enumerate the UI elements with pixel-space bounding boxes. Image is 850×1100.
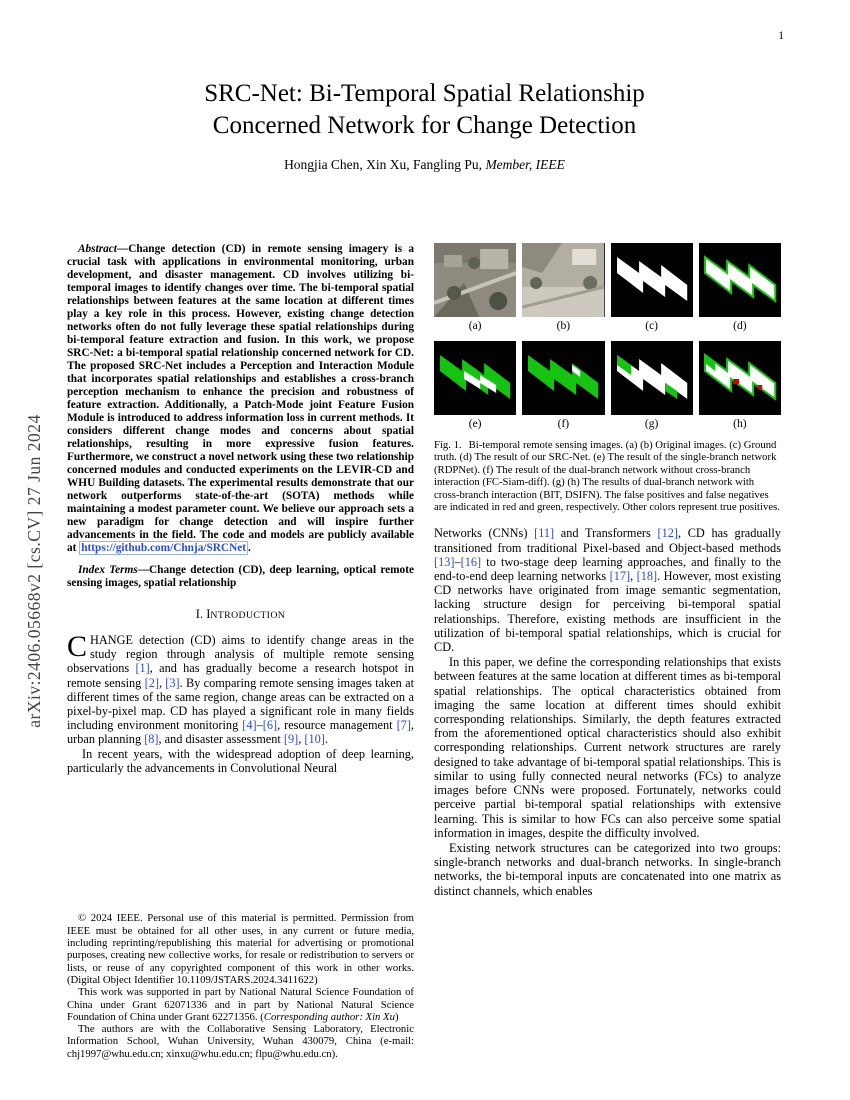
citation-ref[interactable]: [16] — [460, 554, 482, 569]
aerial-photo-icon — [522, 243, 604, 317]
index-terms-text: —Change detection (CD), deep learning, optical remote sensing images, spatial relationship — [67, 564, 414, 589]
authors-line — [67, 157, 782, 173]
citation-ref[interactable]: [12] — [657, 526, 678, 541]
intro-paragraph-1: CHANGE detection (CD) aims to identify change areas in the study region through analysis of multiple remote sensing observations [1], and has gradually become a research hotspot in remote sensing [2], [3]. By comparing remote sensing images taken at different times of the same region, change areas can be extracted on a pixel-by-pixel map. CD has played a significant role in many fields including environment monitoring [4]–[6], resource management [7], urban planning [8], and disaster assessment [9], [10]. — [67, 630, 414, 747]
change-mask-icon — [699, 341, 781, 415]
funding-footnote: This work was supported in part by National Natural Science Foundation of China under Grant 62071336 and in part by National Natural Science Foundation of China under Grant 62271356. (Corresponding author: Xin Xu) — [67, 986, 414, 1023]
citation-ref[interactable]: [6] — [262, 718, 278, 733]
paper-title — [67, 78, 782, 142]
page-number: 1 — [778, 30, 784, 42]
body-paragraph-network-structures: Existing network structures can be categorized into two groups: single-branch networks and dual-branch networks. In single-branch networks, the bi-temporal inputs are concatenated into one matrix as distinct channels, which enables — [434, 840, 781, 898]
change-mask-icon — [699, 243, 781, 317]
title-block — [67, 78, 782, 173]
figure-1 — [434, 243, 781, 513]
figure-caption-label: Fig. 1. — [434, 439, 462, 451]
author-names: Hongjia Chen, Xin Xu, Fangling Pu, — [284, 157, 486, 172]
figure-caption-text: Bi-temporal remote sensing images. (a) (b) Original images. (c) Ground truth. (d) The result of our SRC-Net. (e) The result of the single-branch network (RDPNet). (f) The result of the dual-branch network without cross-branch interaction (FC-Siam-diff). (g) (h) The results of dual-branch network with cross-branch interaction (BIT, DSIFN). The false positives and false negatives are indicated in red and green, respectively. Other colors represent true positives. — [434, 439, 780, 514]
citation-ref[interactable]: [2] — [144, 675, 159, 690]
paper-title-line2: Concerned Network for Change Detection — [212, 112, 637, 139]
figure-panel-a-aerial-image-t1 — [434, 243, 516, 317]
citation-ref[interactable]: [17] — [609, 569, 631, 584]
panel-label-e: (e) — [468, 418, 482, 430]
panel-label-h: (h) — [733, 418, 747, 430]
abstract-text: —Change detection (CD) in remote sensing imagery is a crucial task with applications in environmental monitoring, urban development, and disaster management. CD involves utilizing bi-temporal images to identify changes over time. The bi-temporal spatial relationships between features at the same location at different times play a key role in this process. However, existing change detection networks often do not fully leverage these spatial relationships during bi-temporal feature extraction and fusion. In this work, we propose SRC-Net: a bi-temporal spatial relationship concerned network for CD. The proposed SRC-Net includes a Perception and Interaction Module that incorporates spatial relationships and establishes a cross-branch perception mechanism to enhance the precision and robustness of feature extraction. Additionally, a Patch-Mode joint Feature Fusion Module is introduced to address information loss in current methods. It considers different change modes and concerns about spatial relationships, resulting in more expressive fusion features. Furthermore, we construct a novel network using these two relationship concerned modules and conducted experiments on the LEVIR-CD and WHU Building datasets. The experimental results demonstrate that our network outperforms state-of-the-art (SOTA) methods while maintaining a modest parameter count. We believe our approach sets a new paradigm for change detection and will inspire further advancements in the field. The code and models are publicly available at https://github.com/Chnja/SRCNet . — [67, 243, 414, 554]
footnotes-block — [67, 912, 414, 1060]
figure-row-2 — [434, 341, 781, 415]
figure-row-1 — [434, 243, 781, 317]
citation-ref[interactable]: [3] — [165, 675, 180, 690]
abstract — [67, 243, 414, 555]
paper-title-line1: SRC-Net: Bi-Temporal Spatial Relationship — [204, 80, 645, 107]
figure-panel-b-aerial-image-t2 — [522, 243, 604, 317]
body-paragraph-spatial-relationships: In this paper, we define the corresponding relationships that exists between features at the same location at different times as bi-temporal spatial relationships. The optical characteristics obtained from imaging the same location at different times should exhibit corresponding relationships. Similarly, the depth features extracted from the aforementioned optical characteristics should also exhibit corresponding relationships. Current network structures are rarely designed to take advantage of bi-temporal spatial relationships. This is similar to using fully connected neural networks (FCs) to analyze images before CNNs were proposed. Fortunately, networks could perceive partial bi-temporal spatial relationships with extensive learning. This is similar to how FCs can also perceive some spatial information in images, despite the difficulty involved. — [434, 655, 781, 840]
citation-ref[interactable]: [4] — [242, 718, 257, 733]
figure-panel-e-rdpnet-result — [434, 341, 516, 415]
change-mask-icon — [522, 341, 604, 415]
left-column — [67, 243, 414, 1060]
panel-label-b: (b) — [556, 320, 571, 332]
figure-panel-d-srcnet-result — [699, 243, 781, 317]
index-terms — [67, 564, 414, 590]
index-terms-label: Index Terms — [78, 564, 138, 576]
github-link[interactable]: https://github.com/Chnja/SRCNet — [81, 542, 247, 554]
panel-label-g: (g) — [644, 418, 659, 430]
copyright-footnote: © 2024 IEEE. Personal use of this material is permitted. Permission from IEEE must be obtained for all other uses, in any current or future media, including reprinting/republishing this material for advertising or promotional purposes, creating new collective works, for resale or redistribution to servers or lists, or reuse of any copyrighted component of this work in other works. (Digital Object Identifier 10.1109/JSTARS.2024.3411622) — [67, 912, 414, 986]
panel-label-f: (f) — [557, 418, 570, 430]
section-title-initial: I — [206, 607, 211, 621]
citation-ref[interactable]: [8] — [144, 732, 159, 747]
change-mask-icon — [434, 341, 516, 415]
figure-panel-h-dsifn-result — [699, 341, 781, 415]
figure-panel-f-fc-siam-diff-result — [522, 341, 604, 415]
change-mask-icon — [611, 243, 693, 317]
two-column-body — [67, 243, 782, 1060]
section-title-rest: NTRODUCTION — [210, 610, 286, 621]
citation-ref[interactable]: [1] — [135, 661, 150, 676]
figure-1-caption — [434, 439, 781, 513]
citation-ref[interactable]: [18] — [636, 569, 658, 584]
figure-panel-g-bit-result — [611, 341, 693, 415]
citation-ref[interactable]: [11] — [534, 526, 555, 541]
abstract-label: Abstract — [78, 243, 117, 255]
intro-paragraph-2: In recent years, with the widespread adoption of deep learning, particularly the advancements in Convolutional Neural — [67, 746, 414, 775]
panel-label-c: (c) — [645, 320, 658, 332]
citation-ref[interactable]: [13] — [434, 554, 455, 569]
affiliation-footnote: The authors are with the Collaborative Sensing Laboratory, Electronic Information School, Wuhan University, Wuhan 430079, China (e-mail: chj1997@whu.edu.cn; xinxu@whu.edu.cn; flpu@whu.edu.cn). — [67, 1023, 414, 1060]
figure-row-1-labels — [434, 320, 781, 332]
citation-ref[interactable]: [10] — [304, 732, 325, 747]
aerial-photo-icon — [434, 243, 516, 317]
right-column — [434, 243, 781, 1060]
body-paragraph-cnn-transition: Networks (CNNs) [11] and Transformers [12], CD has gradually transitioned from traditional Pixel-based and Object-based methods [13]–[16] to two-stage deep learning approaches, and finally to the end-to-end deep learning networks [17], [18]. However, most existing CD networks have originated from image semantic segmentation, lacking structure design for perceiving bi-temporal spatial relationships. Therefore, existing methods are insufficient in the utilization of bi-temporal spatial relationships, which is crucial for CD. — [434, 526, 781, 655]
author-membership: Member, IEEE — [485, 157, 565, 172]
arxiv-watermark: arXiv:2406.05668v2 [cs.CV] 27 Jun 2024 — [24, 414, 44, 728]
section-number: I. — [195, 607, 204, 621]
section-heading-introduction — [67, 607, 414, 622]
figure-panel-c-ground-truth — [611, 243, 693, 317]
change-mask-icon — [611, 341, 693, 415]
citation-ref[interactable]: [9] — [283, 732, 299, 747]
citation-ref[interactable]: [7] — [396, 718, 411, 733]
panel-label-a: (a) — [468, 320, 482, 332]
figure-row-2-labels — [434, 418, 781, 430]
panel-label-d: (d) — [733, 320, 747, 332]
